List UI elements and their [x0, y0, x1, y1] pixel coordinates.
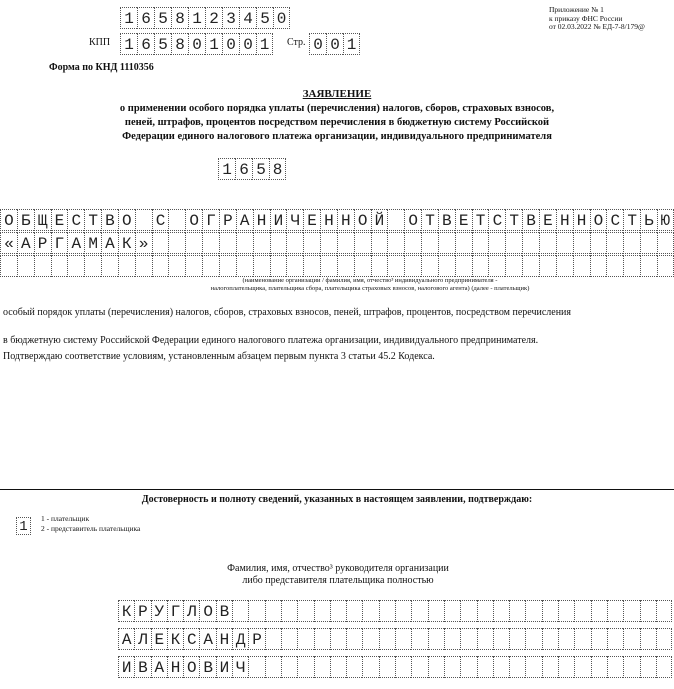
char-cell: 5	[256, 7, 273, 29]
char-cell: В	[216, 600, 232, 622]
char-cell: 1	[16, 517, 31, 535]
char-cell	[444, 656, 460, 678]
caption-line: налогоплательщика, плательщика сбора, плательщика страховых взносов, налогового агента) (далее - плательщик)	[210, 285, 530, 292]
char-cell	[395, 600, 411, 622]
char-cell: Ч	[232, 656, 248, 678]
char-cell: 1	[343, 33, 360, 55]
org-name-row-2	[0, 232, 674, 254]
char-cell: У	[151, 600, 167, 622]
char-cell	[84, 255, 101, 277]
char-cell: С	[152, 209, 169, 231]
section-divider	[0, 489, 674, 490]
char-cell: 8	[269, 158, 286, 180]
char-cell	[505, 232, 522, 254]
char-cell	[297, 628, 313, 650]
char-cell	[314, 628, 330, 650]
char-cell	[118, 255, 135, 277]
char-cell	[219, 232, 236, 254]
signer-option: 2 - представитель плательщика	[41, 524, 141, 533]
char-cell: И	[216, 656, 232, 678]
char-cell: Н	[320, 209, 337, 231]
char-cell	[558, 656, 574, 678]
char-cell	[522, 232, 539, 254]
body-line-2: в бюджетную систему Российской Федерации единого налогового платежа организации, индивидуального предпринимателя.	[3, 335, 539, 346]
char-cell	[51, 255, 68, 277]
char-cell: 8	[171, 7, 188, 29]
appendix-line: к приказу ФНС России	[549, 13, 623, 23]
char-cell	[135, 209, 152, 231]
char-cell	[202, 255, 219, 277]
char-cell: О	[404, 209, 421, 231]
char-cell	[362, 656, 378, 678]
char-cell	[395, 656, 411, 678]
char-cell	[185, 232, 202, 254]
char-cell: 1	[120, 33, 137, 55]
char-cell	[34, 255, 51, 277]
char-cell: 6	[235, 158, 252, 180]
char-cell	[354, 255, 371, 277]
char-cell	[297, 600, 313, 622]
char-cell	[444, 600, 460, 622]
char-cell	[438, 232, 455, 254]
char-cell	[509, 656, 525, 678]
char-cell: Т	[84, 209, 101, 231]
char-cell: 1	[120, 7, 137, 29]
char-cell: Ю	[657, 209, 674, 231]
fio-caption	[218, 563, 458, 587]
char-cell	[472, 232, 489, 254]
signer-option: 1 - плательщик	[41, 514, 90, 523]
org-name-row-1	[0, 209, 674, 231]
char-cell	[379, 628, 395, 650]
inn-field	[120, 7, 290, 29]
char-cell	[556, 232, 573, 254]
char-cell	[337, 232, 354, 254]
char-cell	[477, 628, 493, 650]
char-cell: Н	[556, 209, 573, 231]
char-cell	[281, 600, 297, 622]
org-name-row-3	[0, 255, 674, 277]
char-cell: О	[590, 209, 607, 231]
char-cell: О	[185, 209, 202, 231]
char-cell: Н	[253, 209, 270, 231]
char-cell	[525, 628, 541, 650]
char-cell: 1	[218, 158, 235, 180]
char-cell	[185, 255, 202, 277]
char-cell	[558, 628, 574, 650]
char-cell	[477, 600, 493, 622]
char-cell: 5	[154, 33, 171, 55]
char-cell: Й	[371, 209, 388, 231]
char-cell	[656, 628, 672, 650]
appendix-line: Приложение № 1	[549, 5, 604, 14]
char-cell: О	[0, 209, 17, 231]
char-cell: Н	[167, 656, 183, 678]
char-cell: Т	[623, 209, 640, 231]
char-cell	[337, 255, 354, 277]
char-cell	[542, 600, 558, 622]
char-cell: М	[84, 232, 101, 254]
char-cell	[168, 232, 185, 254]
char-cell: 1	[205, 33, 222, 55]
char-cell	[640, 628, 656, 650]
char-cell	[455, 255, 472, 277]
char-cell: В	[134, 656, 150, 678]
page-field	[309, 33, 360, 55]
char-cell: 1	[256, 33, 273, 55]
char-cell: 8	[171, 33, 188, 55]
page-label: Стр.	[287, 37, 306, 48]
char-cell	[379, 656, 395, 678]
char-cell	[656, 600, 672, 622]
char-cell: 0	[326, 33, 343, 55]
char-cell	[460, 656, 476, 678]
char-cell	[248, 600, 264, 622]
char-cell: Ч	[286, 209, 303, 231]
char-cell: 2	[205, 7, 222, 29]
char-cell: 0	[239, 33, 256, 55]
char-cell	[591, 656, 607, 678]
char-cell	[493, 600, 509, 622]
signer-type-field	[16, 517, 31, 535]
char-cell: А	[236, 209, 253, 231]
char-cell: А	[67, 232, 84, 254]
char-cell	[411, 600, 427, 622]
char-cell	[17, 255, 34, 277]
char-cell	[556, 255, 573, 277]
char-cell	[623, 656, 639, 678]
char-cell	[640, 255, 657, 277]
char-cell	[488, 232, 505, 254]
char-cell	[607, 656, 623, 678]
char-cell	[354, 232, 371, 254]
char-cell	[236, 232, 253, 254]
char-cell: Г	[167, 600, 183, 622]
char-cell	[428, 600, 444, 622]
char-cell: 4	[239, 7, 256, 29]
char-cell: 1	[188, 7, 205, 29]
char-cell	[404, 255, 421, 277]
char-cell: И	[270, 209, 287, 231]
body-line-3: Подтверждаю соответствие условиям, установленным абзацем первым пункта 3 статьи 45.2 Кодекса.	[3, 351, 435, 362]
char-cell	[297, 656, 313, 678]
char-cell: С	[183, 628, 199, 650]
char-cell	[346, 656, 362, 678]
char-cell	[330, 628, 346, 650]
char-cell	[303, 232, 320, 254]
char-cell	[623, 232, 640, 254]
char-cell	[270, 255, 287, 277]
char-cell	[591, 600, 607, 622]
kpp-field	[120, 33, 273, 55]
char-cell	[590, 232, 607, 254]
char-cell: В	[101, 209, 118, 231]
char-cell	[460, 600, 476, 622]
appendix-note	[549, 6, 674, 32]
char-cell: Л	[183, 600, 199, 622]
char-cell: Р	[219, 209, 236, 231]
char-cell: Б	[17, 209, 34, 231]
char-cell	[0, 255, 17, 277]
char-cell	[573, 255, 590, 277]
char-cell	[539, 232, 556, 254]
char-cell	[101, 255, 118, 277]
char-cell	[623, 255, 640, 277]
char-cell	[152, 232, 169, 254]
char-cell	[330, 656, 346, 678]
char-cell	[640, 656, 656, 678]
char-cell	[509, 600, 525, 622]
char-cell: Е	[51, 209, 68, 231]
char-cell	[574, 628, 590, 650]
char-cell	[623, 628, 639, 650]
char-cell: Р	[34, 232, 51, 254]
char-cell	[573, 232, 590, 254]
char-cell: Т	[472, 209, 489, 231]
char-cell	[379, 600, 395, 622]
char-cell: И	[118, 656, 134, 678]
tax-authority-code-field	[218, 158, 286, 180]
char-cell	[314, 600, 330, 622]
char-cell: Щ	[34, 209, 51, 231]
document-subtitle	[0, 102, 674, 144]
char-cell	[346, 628, 362, 650]
char-cell	[509, 628, 525, 650]
subtitle-line: о применении особого порядка уплаты (перечисления) налогов, сборов, страховых взносов,	[119, 103, 555, 114]
char-cell	[411, 656, 427, 678]
char-cell: 0	[309, 33, 326, 55]
signer-patronymic-field	[118, 656, 672, 678]
char-cell: 5	[252, 158, 269, 180]
char-cell: А	[199, 628, 215, 650]
char-cell	[265, 628, 281, 650]
char-cell	[438, 255, 455, 277]
char-cell	[558, 600, 574, 622]
char-cell	[314, 656, 330, 678]
char-cell	[525, 600, 541, 622]
char-cell: К	[118, 232, 135, 254]
char-cell	[362, 600, 378, 622]
kpp-label: КПП	[89, 37, 111, 48]
char-cell	[281, 628, 297, 650]
char-cell	[607, 628, 623, 650]
char-cell	[320, 255, 337, 277]
char-cell	[623, 600, 639, 622]
char-cell: 0	[222, 33, 239, 55]
char-cell	[505, 255, 522, 277]
char-cell: О	[183, 656, 199, 678]
char-cell	[522, 255, 539, 277]
char-cell	[270, 232, 287, 254]
char-cell: Р	[134, 600, 150, 622]
char-cell	[404, 232, 421, 254]
char-cell	[387, 255, 404, 277]
char-cell	[606, 232, 623, 254]
char-cell: Е	[455, 209, 472, 231]
char-cell	[371, 255, 388, 277]
char-cell: «	[0, 232, 17, 254]
char-cell	[607, 600, 623, 622]
char-cell	[488, 255, 505, 277]
char-cell: 5	[154, 7, 171, 29]
char-cell	[320, 232, 337, 254]
char-cell: Т	[505, 209, 522, 231]
char-cell	[253, 255, 270, 277]
char-cell	[444, 628, 460, 650]
char-cell	[411, 628, 427, 650]
char-cell	[421, 232, 438, 254]
char-cell	[455, 232, 472, 254]
char-cell	[286, 232, 303, 254]
char-cell	[421, 255, 438, 277]
char-cell	[640, 600, 656, 622]
char-cell: А	[17, 232, 34, 254]
char-cell	[286, 255, 303, 277]
char-cell	[236, 255, 253, 277]
char-cell: Н	[337, 209, 354, 231]
char-cell: В	[199, 656, 215, 678]
char-cell: 3	[222, 7, 239, 29]
char-cell	[657, 232, 674, 254]
fio-caption-line: Фамилия, имя, отчество³ руководителя организации	[227, 563, 449, 574]
char-cell: Л	[134, 628, 150, 650]
char-cell: В	[438, 209, 455, 231]
char-cell: Р	[248, 628, 264, 650]
caption-line: (наименование организации / фамилия, имя, отчество³ индивидуального предпринимателя -	[242, 277, 498, 284]
char-cell	[477, 656, 493, 678]
char-cell	[657, 255, 674, 277]
char-cell: Е	[151, 628, 167, 650]
char-cell	[460, 628, 476, 650]
char-cell	[135, 255, 152, 277]
char-cell	[362, 628, 378, 650]
char-cell: Н	[216, 628, 232, 650]
char-cell	[590, 255, 607, 277]
char-cell: Г	[51, 232, 68, 254]
char-cell	[346, 600, 362, 622]
subtitle-line: пеней, штрафов, процентов посредством перечисления в бюджетную систему Российской	[124, 117, 550, 128]
char-cell	[67, 255, 84, 277]
char-cell: Е	[539, 209, 556, 231]
char-cell: В	[522, 209, 539, 231]
char-cell	[472, 255, 489, 277]
char-cell	[168, 255, 185, 277]
char-cell: 6	[137, 33, 154, 55]
char-cell	[330, 600, 346, 622]
char-cell	[248, 656, 264, 678]
char-cell: 6	[137, 7, 154, 29]
char-cell	[606, 255, 623, 277]
char-cell	[265, 600, 281, 622]
char-cell	[387, 232, 404, 254]
char-cell: 0	[273, 7, 290, 29]
char-cell: К	[118, 600, 134, 622]
char-cell	[428, 628, 444, 650]
char-cell	[387, 209, 404, 231]
char-cell	[303, 255, 320, 277]
char-cell: Ь	[640, 209, 657, 231]
char-cell: »	[135, 232, 152, 254]
signer-surname-field	[118, 600, 672, 622]
char-cell	[539, 255, 556, 277]
char-cell	[371, 232, 388, 254]
char-cell	[232, 600, 248, 622]
char-cell	[542, 628, 558, 650]
char-cell	[525, 656, 541, 678]
char-cell	[265, 656, 281, 678]
subtitle-line: Федерации единого налогового платежа организации, индивидуального предпринимателя	[122, 131, 552, 142]
body-line-1: особый порядок уплаты (перечисления) налогов, сборов, страховых взносов, пеней, штрафов, процентов, посредством перечисления	[3, 307, 571, 318]
char-cell	[640, 232, 657, 254]
char-cell	[493, 628, 509, 650]
confirmation-heading: Достоверность и полноту сведений, указанных в настоящем заявлении, подтверждаю:	[141, 494, 533, 505]
char-cell: К	[167, 628, 183, 650]
char-cell: Н	[573, 209, 590, 231]
char-cell	[219, 255, 236, 277]
signer-name-field	[118, 628, 672, 650]
char-cell: С	[67, 209, 84, 231]
org-name-caption	[160, 277, 580, 293]
char-cell: А	[151, 656, 167, 678]
char-cell: Д	[232, 628, 248, 650]
char-cell: Г	[202, 209, 219, 231]
char-cell: 0	[188, 33, 205, 55]
char-cell: О	[199, 600, 215, 622]
char-cell: О	[118, 209, 135, 231]
char-cell: А	[118, 628, 134, 650]
char-cell: Е	[303, 209, 320, 231]
char-cell	[152, 255, 169, 277]
char-cell: Т	[421, 209, 438, 231]
char-cell: А	[101, 232, 118, 254]
document-title: ЗАЯВЛЕНИЕ	[302, 88, 372, 100]
char-cell: О	[354, 209, 371, 231]
char-cell	[202, 232, 219, 254]
char-cell	[542, 656, 558, 678]
char-cell	[574, 600, 590, 622]
fio-caption-line: либо представителя плательщика полностью	[242, 575, 434, 586]
char-cell	[591, 628, 607, 650]
char-cell	[574, 656, 590, 678]
char-cell	[168, 209, 185, 231]
char-cell	[395, 628, 411, 650]
appendix-line: от 02.03.2022 № ЕД-7-8/179@	[549, 22, 645, 31]
signer-type-options	[41, 514, 140, 534]
char-cell: С	[488, 209, 505, 231]
char-cell	[656, 656, 672, 678]
form-code: Форма по КНД 1110356	[49, 62, 154, 73]
char-cell: С	[606, 209, 623, 231]
char-cell	[428, 656, 444, 678]
char-cell	[493, 656, 509, 678]
char-cell	[281, 656, 297, 678]
char-cell	[253, 232, 270, 254]
